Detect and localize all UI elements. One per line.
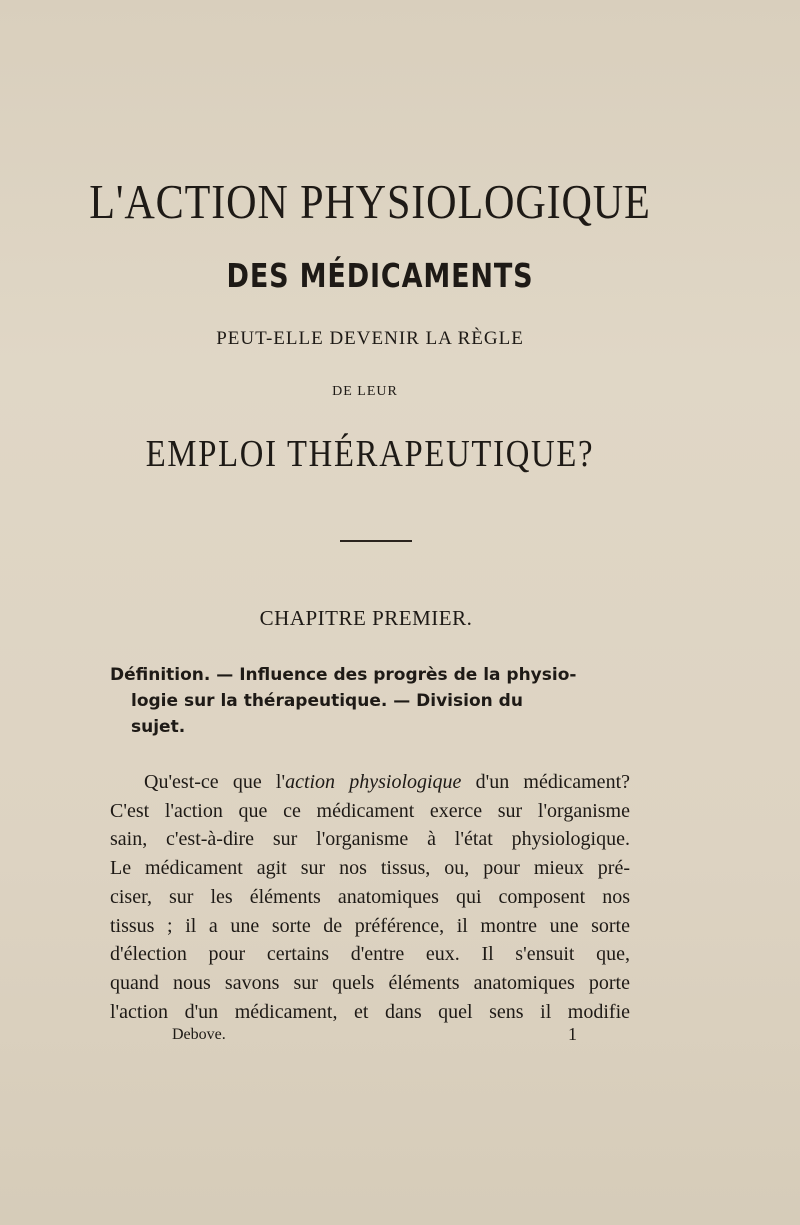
summary-line: sujet. xyxy=(131,717,186,737)
body-line: ciser, sur les éléments anatomiques qui composent nos xyxy=(110,885,630,908)
chapter-summary xyxy=(110,662,630,740)
body-text xyxy=(110,768,630,1026)
body-text-fragment: d'un médicament? xyxy=(461,771,630,793)
body-line: sain, c'est-à-dire sur l'organisme à l'état physiologique. xyxy=(110,828,630,851)
title-question: PEUT-ELLE DEVENIR LA RÈGLE xyxy=(216,328,524,349)
body-line: d'élection pour certains d'entre eux. Il s'ensuit que, xyxy=(110,943,630,966)
title-end: EMPLOI THÉRAPEUTIQUE? xyxy=(145,433,595,475)
body-emphasis: action physiologique xyxy=(285,771,462,793)
body-line: C'est l'action que ce médicament exerce sur l'organisme xyxy=(110,799,630,822)
footer-signature: Debove. xyxy=(172,1026,226,1043)
body-line: quand nous savons sur quels éléments anatomiques porte xyxy=(110,971,630,994)
summary-line: Définition. — Influence des progrès de la physio- xyxy=(110,665,577,685)
section-divider xyxy=(340,540,412,542)
title-subtitle: DES MÉDICAMENTS xyxy=(226,256,534,295)
summary-line: logie sur la thérapeutique. — Division du xyxy=(131,691,523,711)
footer-sheet-number: 1 xyxy=(568,1024,577,1044)
title-connector: DE LEUR xyxy=(332,384,398,399)
title-main: L'ACTION PHYSIOLOGIQUE xyxy=(89,174,651,229)
body-line: Le médicament agit sur nos tissus, ou, pour mieux pré- xyxy=(110,857,630,880)
body-line: l'action d'un médicament, et dans quel sens il modifie xyxy=(110,1000,630,1023)
body-line xyxy=(110,768,630,797)
body-text-fragment: Qu'est-ce que l' xyxy=(144,771,286,793)
body-line: tissus ; il a une sorte de préférence, il montre une sorte xyxy=(110,914,630,937)
chapter-heading: CHAPITRE PREMIER. xyxy=(259,606,473,630)
